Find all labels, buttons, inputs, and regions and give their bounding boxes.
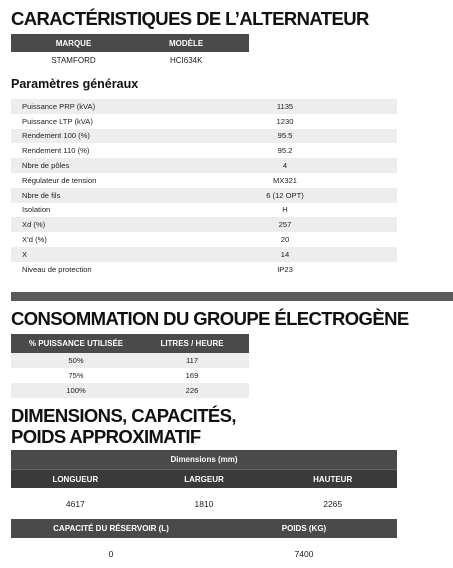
- dimensions-title-line2: POIDS APPROXIMATIF: [11, 426, 201, 447]
- table-row: [11, 173, 397, 188]
- param-label: Nbre de fils: [22, 190, 61, 200]
- liters-value: 169: [185, 371, 199, 380]
- capacity-table: [11, 519, 397, 568]
- tank-value: 0: [108, 548, 114, 559]
- param-value: 1230: [276, 116, 294, 126]
- power-value: 75%: [68, 371, 84, 380]
- table-row: [11, 538, 397, 568]
- param-label: X: [22, 249, 28, 259]
- brand-table: [11, 34, 249, 69]
- table-row: [11, 114, 397, 129]
- param-label: Xd (%): [22, 220, 46, 230]
- consumption-header: [11, 334, 249, 353]
- liters-value: 117: [185, 356, 199, 365]
- brand-table-header: [11, 34, 249, 52]
- width-value: 1810: [194, 498, 214, 509]
- param-value: 20: [280, 235, 290, 245]
- param-label: Régulateur de tension: [22, 175, 97, 185]
- dimensions-table: [11, 450, 397, 519]
- param-value: IP23: [277, 264, 293, 274]
- liters-value: 226: [185, 386, 199, 395]
- col-weight: POIDS (KG): [281, 524, 327, 533]
- col-brand: MARQUE: [55, 38, 92, 48]
- table-row: [11, 188, 397, 203]
- param-label: X’d (%): [22, 235, 47, 245]
- dimensions-header: [11, 469, 397, 488]
- col-tank: CAPACITÉ DU RÉSERVOIR (L): [53, 524, 169, 533]
- table-row: [11, 158, 397, 173]
- alternator-title: CARACTÉRISTIQUES DE L’ALTERNATEUR: [11, 8, 369, 29]
- col-power: % PUISSANCE UTILISÉE: [28, 339, 124, 348]
- table-row: [11, 203, 397, 218]
- consumption-title: CONSOMMATION DU GROUPE ÉLECTROGÈNE: [11, 308, 409, 329]
- table-row: [11, 488, 397, 519]
- param-label: Isolation: [22, 205, 51, 215]
- param-label: Puissance LTP (kVA): [22, 116, 93, 126]
- param-value: 257: [278, 220, 292, 230]
- param-value: 95.2: [277, 146, 293, 156]
- col-liters: LITRES / HEURE: [160, 339, 224, 348]
- param-value: MX321: [272, 175, 298, 185]
- param-value: 1135: [276, 101, 294, 111]
- params-table: [11, 99, 397, 277]
- brand-value: STAMFORD: [51, 56, 96, 65]
- param-label: Niveau de protection: [22, 264, 92, 274]
- table-row: [11, 217, 397, 232]
- table-row: [11, 129, 397, 144]
- table-row: [11, 383, 249, 398]
- consumption-table: [11, 334, 249, 398]
- table-row: [11, 99, 397, 114]
- param-value: H: [282, 205, 288, 215]
- table-row: [11, 262, 397, 277]
- power-value: 50%: [68, 356, 84, 365]
- col-height: HAUTEUR: [313, 474, 353, 484]
- params-title: Paramètres généraux: [11, 77, 139, 91]
- dimensions-table-title: Dimensions (mm): [11, 450, 397, 469]
- param-value: 14: [280, 249, 290, 259]
- table-row: [11, 232, 397, 247]
- table-row: [11, 247, 397, 262]
- param-value: 95.5: [277, 131, 293, 141]
- table-row: [11, 368, 249, 383]
- brand-row: [11, 52, 249, 69]
- col-width: LARGEUR: [184, 474, 224, 484]
- length-value: 4617: [65, 498, 85, 509]
- weight-value: 7400: [294, 548, 314, 559]
- param-value: 4: [282, 161, 288, 171]
- power-value: 100%: [66, 386, 86, 395]
- table-row: [11, 143, 397, 158]
- height-value: 2265: [323, 498, 343, 509]
- dimensions-title-line1: DIMENSIONS, CAPACITÉS,: [11, 405, 236, 426]
- param-label: Nbre de pôles: [22, 161, 70, 171]
- param-label: Rendement 100 (%): [22, 131, 90, 141]
- col-model: MODÈLE: [169, 38, 204, 48]
- param-value: 6 (12 OPT): [266, 190, 304, 200]
- capacity-header: [11, 519, 397, 538]
- model-value: HCI634K: [170, 56, 203, 65]
- table-row: [11, 353, 249, 368]
- param-label: Rendement 110 (%): [22, 146, 90, 156]
- col-length: LONGUEUR: [52, 474, 99, 484]
- section-divider: [11, 292, 453, 301]
- param-label: Puissance PRP (kVA): [22, 101, 96, 111]
